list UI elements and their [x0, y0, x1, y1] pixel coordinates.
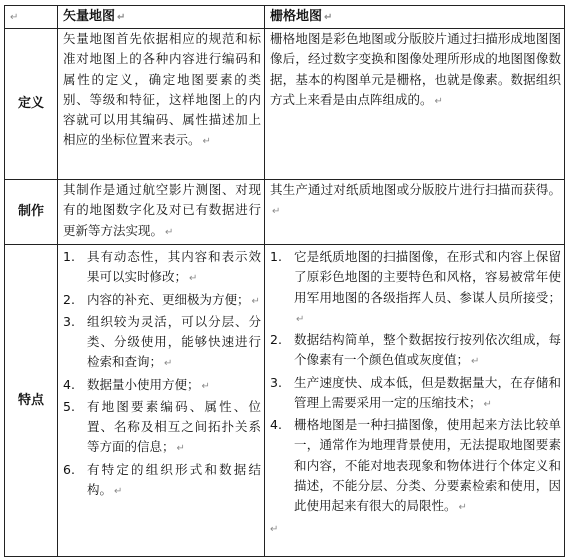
list-item-text: 内容的补充、更细极为方便；: [87, 291, 250, 307]
production-vector-cell: [58, 180, 265, 245]
list-item: [270, 247, 561, 328]
list-item-text: 具有动态性，其内容和表示效果可以实时修改；: [87, 249, 261, 285]
vector-features-list: [63, 247, 261, 500]
row-label-production-text: 制作: [17, 204, 44, 220]
list-item-number: 4.: [270, 417, 282, 432]
list-item-text: 数据量小使用方便；: [87, 376, 200, 392]
paragraph-mark: ↵: [458, 502, 467, 513]
corner-cell: [5, 6, 58, 29]
paragraph-mark: ↵: [201, 380, 210, 392]
list-item-text: 有地图要素编码、属性、位置、名称及相互之间拓扑关系等方面的信息；: [87, 398, 261, 455]
header-raster-map: [265, 6, 565, 29]
list-item-text: 生产速度快、成本低，但是数据量大，在存储和管理上需要采用一定的压缩技术；: [294, 374, 561, 410]
paragraph-mark: ↵: [434, 95, 443, 107]
header-vector-label: 矢量地图: [63, 9, 116, 24]
paragraph-mark: ↵: [176, 443, 185, 455]
list-item-number: 3.: [63, 313, 75, 329]
list-item: [63, 397, 261, 458]
header-raster-label: 栅格地图: [270, 9, 323, 24]
row-label-production: [5, 180, 58, 245]
list-item-text: 栅格地图是一种扫描图像，使用起来方法比较单一，通常作为地理背景使用，无法提取地图要素和内容，不能对地表现象和物体进行个体定义和描述，不能分层、分类、分要素检索和使用，因此使用起来有很大的局限性。: [294, 417, 561, 513]
list-item-number: 1.: [63, 249, 75, 264]
corner-mark: ↵: [10, 12, 19, 23]
list-item: [270, 330, 561, 371]
list-item-text: 它是纸质地图的扫描图像，在形式和内容上保留了原彩色地图的主要特色和风格，容易被常年使用军用地图的各级指挥人员、参谋人员所接受；: [294, 249, 561, 305]
list-item-text: 数据结构简单，整个数据按行按列依次组成，每个像素有一个颜色值或灰度值；: [294, 332, 561, 368]
header-row: [5, 6, 565, 29]
list-item-number: 2.: [270, 332, 282, 347]
definition-row: [5, 29, 565, 180]
row-label-definition: [5, 29, 58, 180]
list-item-text: 组织较为灵活，可以分层、分类、分级使用，能够快速进行检索和查询；: [87, 313, 261, 370]
list-item: [63, 375, 261, 395]
paragraph-mark: ↵: [296, 313, 305, 325]
list-item: [63, 312, 261, 373]
production-row: [5, 180, 565, 245]
production-raster-cell: [265, 180, 565, 245]
paragraph-mark: ↵: [483, 398, 492, 410]
paragraph-mark: ↵: [202, 136, 211, 148]
list-item-number: 3.: [270, 374, 282, 390]
paragraph-mark: ↵: [164, 358, 173, 370]
list-item-number: 5.: [63, 398, 75, 414]
paragraph-mark: ↵: [471, 356, 480, 368]
production-raster-text: 其生产通过对纸质地图或分版胶片进行扫描而获得。: [270, 182, 561, 197]
list-item: [270, 373, 561, 414]
comparison-table: [4, 5, 565, 557]
features-vector-cell: [58, 245, 265, 557]
paragraph-mark: ↵: [251, 295, 260, 307]
paragraph-mark: ↵: [272, 206, 281, 218]
features-raster-cell: [265, 245, 565, 557]
paragraph-mark: ↵: [189, 273, 198, 285]
header-vector-map: [58, 6, 265, 29]
list-item-number: 4.: [63, 376, 75, 392]
row-label-definition-text: 定义: [17, 96, 44, 112]
production-vector-text: 其制作是通过航空影片测图、对现有的地图数字化及对已有数据进行更新等方法实现。: [63, 182, 261, 238]
features-row: [5, 245, 565, 557]
row-label-features: [5, 245, 58, 557]
paragraph-mark: ↵: [165, 226, 174, 238]
definition-raster-cell: [265, 29, 565, 180]
list-item-number: 1.: [270, 249, 282, 264]
list-item: [63, 460, 261, 501]
list-item: [63, 247, 261, 288]
paragraph-mark: ↵: [324, 12, 333, 23]
list-item-number: 6.: [63, 461, 75, 477]
definition-raster-text: 栅格地图是彩色地图或分版胶片通过扫描形成地图图像后，经过数字变换和图像处理所形成的地图图像数据，基本的构图单元是栅格，也就是像素。数据组织方式上来看是由点阵组成的。: [270, 31, 561, 107]
list-item-text: 有特定的组织形式和数据结构。: [87, 461, 261, 497]
list-item: [63, 290, 261, 310]
row-label-features-text: 特点: [17, 392, 44, 408]
paragraph-mark: ↵: [117, 12, 126, 23]
list-item: [270, 415, 561, 516]
paragraph-mark: ↵: [270, 524, 279, 536]
paragraph-mark: ↵: [114, 485, 123, 497]
definition-vector-cell: [58, 29, 265, 180]
list-item-number: 2.: [63, 291, 75, 307]
raster-features-list: [270, 247, 561, 516]
definition-vector-text: 矢量地图首先依据相应的规范和标准对地图上的各种内容进行编码和属性的定义，确定地图要素的类别、等级和特征，这样地图上的内容就可以用其编码、属性描述加上相应的坐标位置来表示。: [63, 31, 261, 148]
